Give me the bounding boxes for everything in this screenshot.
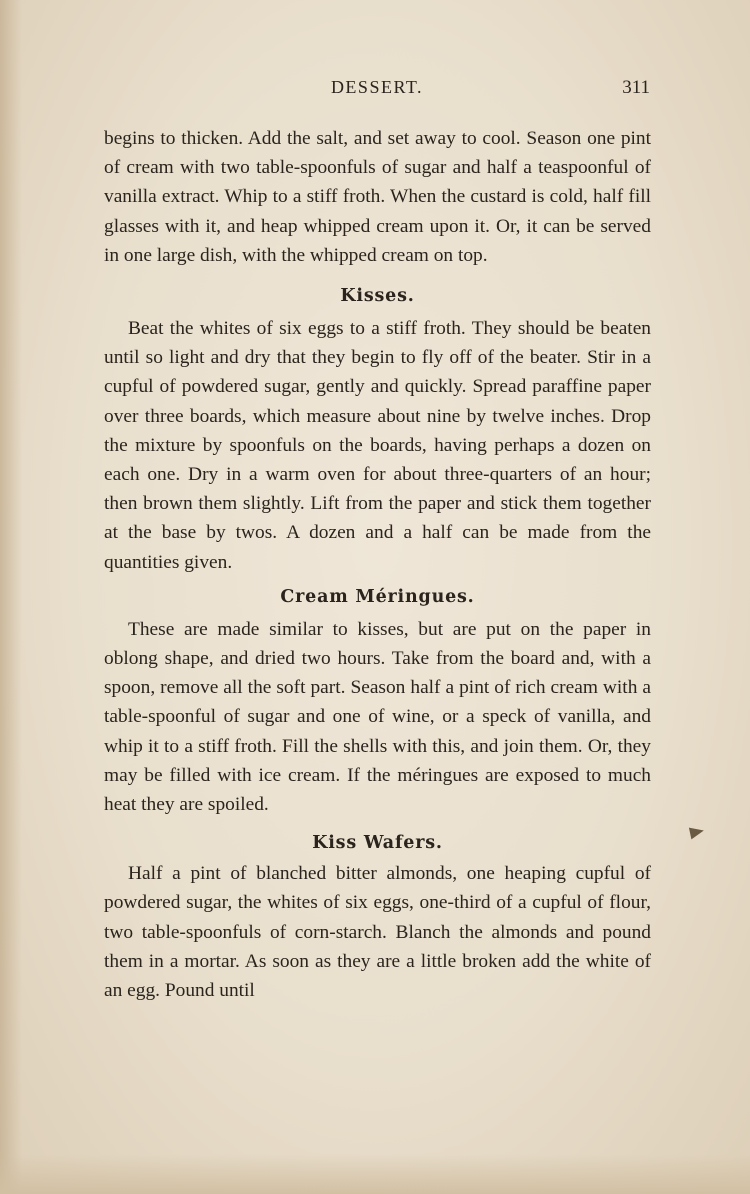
pointing-mark-icon bbox=[689, 825, 705, 840]
page-bottom-shadow bbox=[0, 1154, 750, 1194]
kiss-wafers-paragraph: Half a pint of blanched bitter almonds, one heaping cupful of powdered sugar, the whites of six eggs, one-third of a cupful of flour, two table-spoonfuls of corn-starch. Blanch the almonds and pound them in a mortar. As soon as they are a little broken add the white of an egg. Pound until bbox=[104, 863, 651, 1002]
kisses-paragraph: Beat the whites of six eggs to a stiff froth. They should be beaten until so light and dry that they begin to fly off of the beater. Stir in a cupful of powdered sugar, gently and quickly. Spread paraffine paper over three boards, which measure about nine by twelve inches. Drop the mixture by spoonfuls on the boards, having perhaps a dozen on each one. Dry in a warm oven for about three-quarters of an hour; then brown them slightly. Lift from the paper and stick them together at the base by twos. A dozen and a half can be made from the quantities given. bbox=[104, 318, 651, 573]
heading-cream-meringues: Cream Méringues. bbox=[280, 586, 475, 607]
heading-kiss-wafers: Kiss Wafers. bbox=[312, 833, 443, 854]
intro-paragraph: begins to thicken. Add the salt, and set away to cool. Season one pint of cream with two table-spoonfuls of sugar and half a teaspoonful of vanilla extract. Whip to a stiff froth. When the custard is cold, half fill glasses with it, and heap whipped cream upon it. Or, it can be served in one large dish, with the whipped cream on top. bbox=[104, 128, 651, 266]
heading-kisses: Kisses. bbox=[340, 286, 415, 307]
page-edge-shadow bbox=[0, 0, 22, 1194]
page-number: 311 bbox=[622, 77, 650, 98]
running-head-title: DESSERT. bbox=[330, 77, 424, 97]
page-body bbox=[104, 124, 651, 1005]
cream-meringues-paragraph: These are made similar to kisses, but are put on the paper in oblong shape, and dried two hours. Take from the board and, with a spoon, remove all the soft part. Season half a pint of rich cream with a table-spoonful of sugar and one of wine, or a speck of vanilla, and whip it to a stiff froth. Fill the shells with this, and join them. Or, they may be filled with ice cream. If the méringues are exposed to much heat they are spoiled. bbox=[104, 618, 651, 816]
running-header bbox=[104, 74, 650, 104]
